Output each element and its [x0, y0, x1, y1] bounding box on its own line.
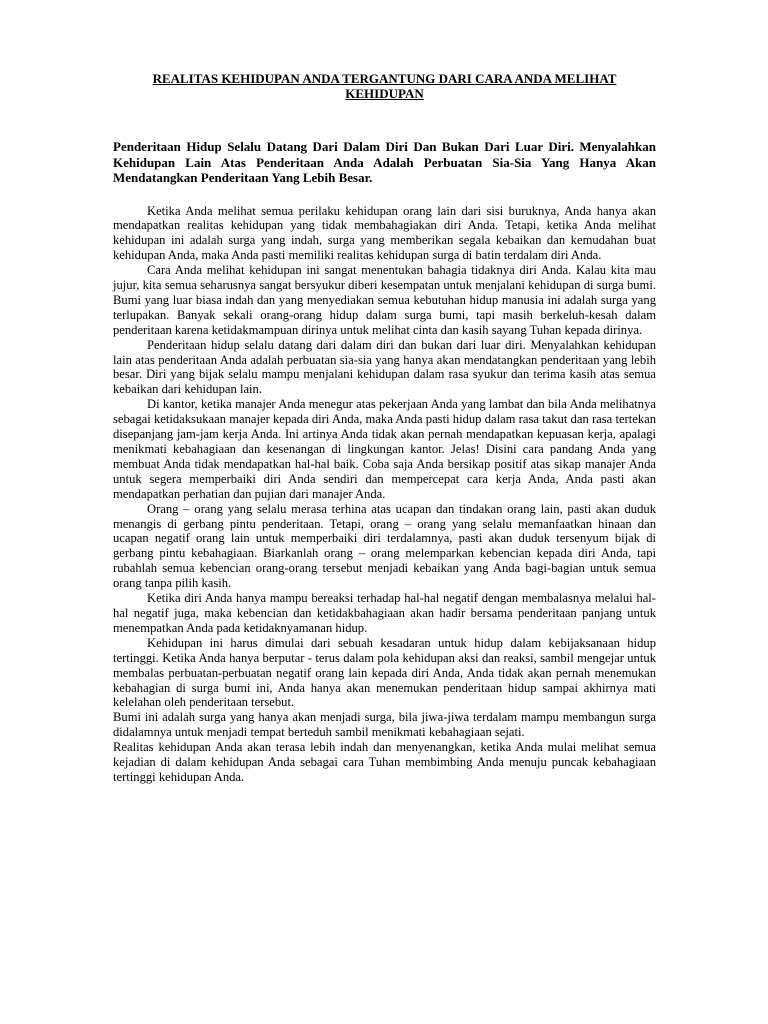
- paragraph: Kehidupan ini harus dimulai dari sebuah kesadaran untuk hidup dalam kebijaksanaan hidup tertinggi. Ketika Anda hanya berputar - terus dalam pola kehidupan aksi dan reaksi, sambil mengejar untuk membalas perbuatan-perbuatan negatif orang lain kepada diri Anda, Anda tidak akan pernah menemukan kebahagian di surga bumi ini, Anda hanya akan menemukan penderitaan hidup sampai akhirnya mati kelelahan oleh penderitaan tersebut.: [113, 635, 656, 710]
- paragraph: Di kantor, ketika manajer Anda menegur atas pekerjaan Anda yang lambat dan bila Anda melihatnya sebagai ketidaksukaan manajer kepada diri Anda, maka Anda pasti hidup dalam rasa takut dan rasa tertekan disepanjang jam-jam kerja Anda. Ini artinya Anda tidak akan pernah mendapatkan kepuasan kerja, apalagi menikmati kebahagiaan dan kesenangan di lingkungan kantor. Jelas! Disini cara pandang Anda yang membuat Anda tidak mendapatkan hal-hal baik. Coba saja Anda bersikap positif atas sikap manajer Anda untuk segera memperbaiki diri Anda sendiri dan mempercepat cara kerja Anda, Anda pasti akan mendapatkan perhatian dan pujian dari manajer Anda.: [113, 397, 656, 501]
- paragraph: Ketika diri Anda hanya mampu bereaksi terhadap hal-hal negatif dengan membalasnya melalui hal-hal negatif juga, maka kebencian dan ketidakbahagiaan akan hadir bersama penderitaan panjang untuk menempatkan Anda pada ketidaknyamanan hidup.: [113, 591, 656, 635]
- paragraph: Ketika Anda melihat semua perilaku kehidupan orang lain dari sisi buruknya, Anda hanya akan mendapatkan realitas kehidupan yang tidak membahagiakan diri Anda. Tetapi, ketika Anda melihat kehidupan ini adalah surga yang indah, surga yang memberikan segala kebaikan dan kemudahan buat kehidupan Anda, maka Anda pasti memiliki realitas kehidupan surga di batin terdalam diri Anda.: [113, 203, 656, 263]
- closing-paragraph: Realitas kehidupan Anda akan terasa lebih indah dan menyenangkan, ketika Anda mulai melihat semua kejadian di dalam kehidupan Anda sebagai cara Tuhan membimbing Anda menuju puncak kebahagiaan tertinggi kehidupan Anda.: [113, 740, 656, 784]
- document-subtitle: Penderitaan Hidup Selalu Datang Dari Dalam Diri Dan Bukan Dari Luar Diri. Menyalahkan Kehidupan Lain Atas Penderitaan Anda Adalah Perbuatan Sia-Sia Yang Hanya Akan Mendatangkan Penderitaan Yang Lebih Besar.: [113, 139, 656, 185]
- closing-paragraph: Bumi ini adalah surga yang hanya akan menjadi surga, bila jiwa-jiwa terdalam mampu membangun surga didalamnya untuk menjadi tempat berteduh sambil menikmati kebahagiaan sejati.: [113, 710, 656, 740]
- document-body: [113, 204, 656, 785]
- document-title: REALITAS KEHIDUPAN ANDA TERGANTUNG DARI CARA ANDA MELIHAT KEHIDUPAN: [152, 71, 617, 101]
- paragraph: Penderitaan hidup selalu datang dari dalam diri dan bukan dari luar diri. Menyalahkan kehidupan lain atas penderitaan Anda adalah perbuatan sia-sia yang hanya akan mendatangkan penderitaan yang lebih besar. Diri yang bijak selalu mampu menjalani kehidupan dalam rasa syukur dan terima kasih atas semua kebaikan dari kehidupan lain.: [113, 337, 656, 397]
- document-content: [113, 71, 656, 785]
- paragraph: Cara Anda melihat kehidupan ini sangat menentukan bahagia tidaknya diri Anda. Kalau kita mau jujur, kita semua seharusnya sangat bersyukur diberi kesempatan untuk menjalani kehidupan di surga bumi. Bumi yang luar biasa indah dan yang menyediakan semua kebutuhan hidup manusia ini adalah surga yang terlupakan. Banyak sekali orang-orang hidup dalam surga bumi, tapi masih berkeluh-kesah dalam penderitaan karena ketidakmampuan dirinya untuk melihat cinta dan kasih sayang Tuhan kepada dirinya.: [113, 263, 656, 337]
- paragraph: Orang – orang yang selalu merasa terhina atas ucapan dan tindakan orang lain, pasti akan duduk menangis di gerbang pintu penderitaan. Tetapi, orang – orang yang selalu memanfaatkan hinaan dan ucapan negatif orang lain untuk memperbaiki diri terdalamnya, pasti akan duduk tersenyum bijak di gerbang pintu kebahagiaan. Biarkanlah orang – orang melemparkan kebencian kepada diri Anda, tapi rubahlah semua kebencian orang-orang tersebut menjadi kebaikan yang Anda bagi-bagian untuk semua orang tanpa pilih kasih.: [113, 501, 656, 591]
